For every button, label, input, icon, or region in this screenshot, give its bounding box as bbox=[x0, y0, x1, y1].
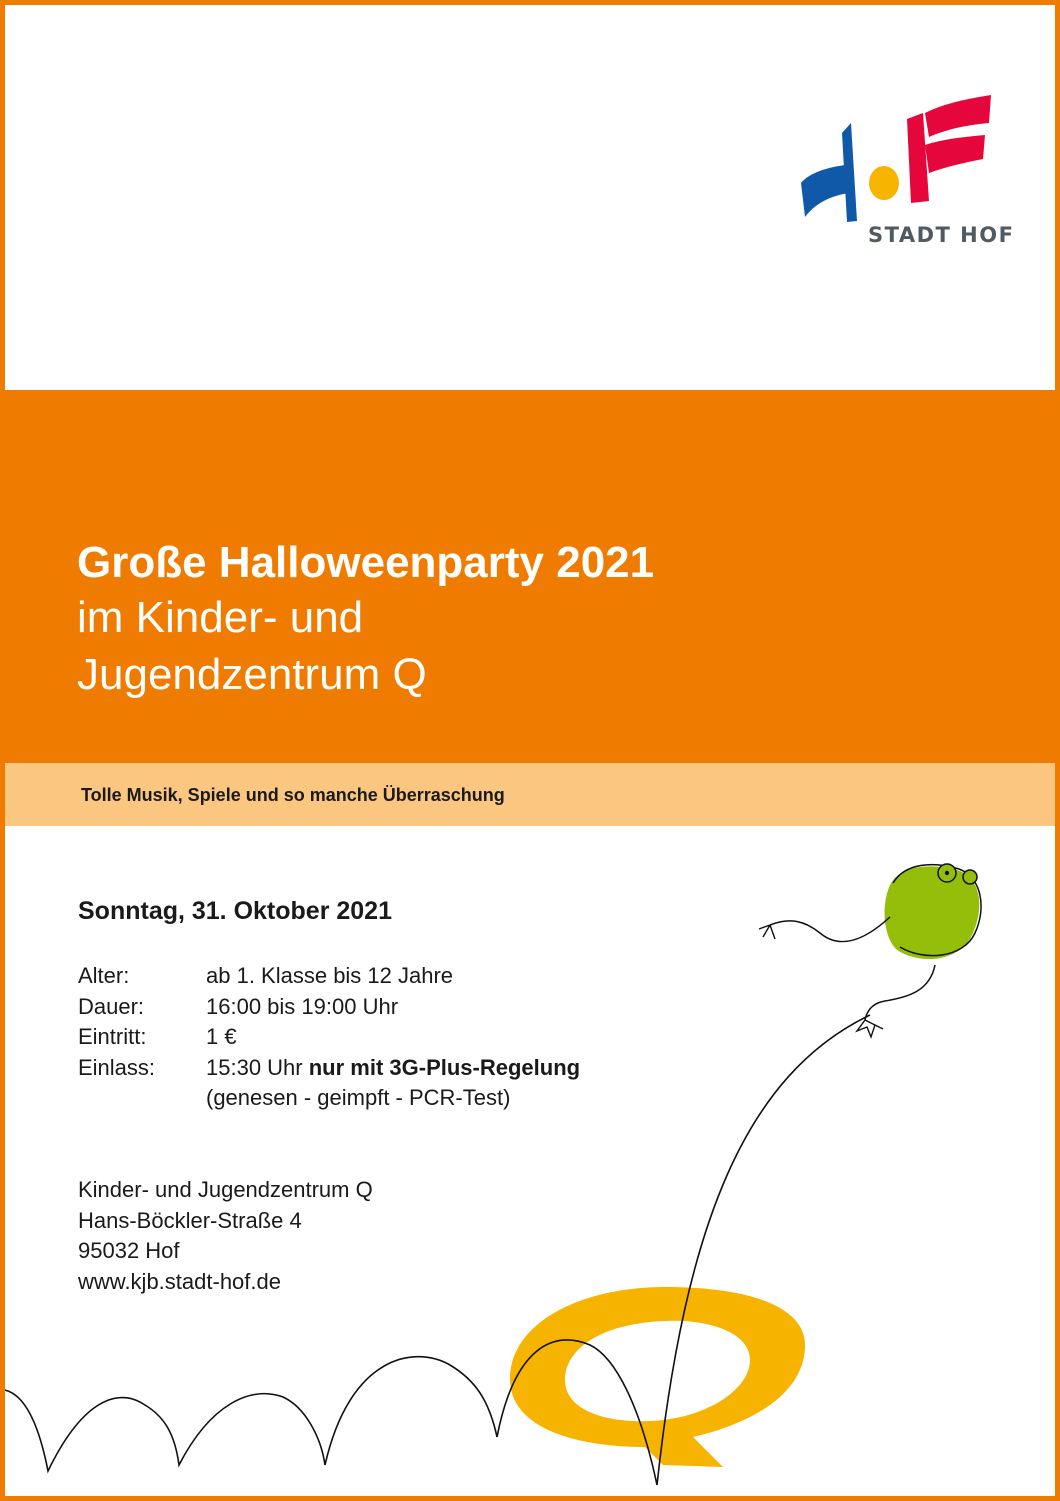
detail-value: 1 € bbox=[206, 1024, 237, 1049]
detail-label: Eintritt: bbox=[78, 1024, 147, 1049]
venue-street: Hans-Böckler-Straße 4 bbox=[78, 1207, 302, 1233]
detail-label: Einlass: bbox=[78, 1054, 156, 1080]
detail-value bbox=[206, 1055, 580, 1081]
title-banner bbox=[5, 390, 1055, 763]
q-letter-graphic bbox=[510, 1287, 805, 1467]
tagline-strip bbox=[5, 763, 1055, 826]
logo-text: STADT HOF bbox=[868, 223, 1015, 247]
detail-value: ab 1. Klasse bis 12 Jahre bbox=[206, 963, 454, 988]
detail-label: Alter: bbox=[78, 963, 130, 988]
detail-value: (genesen - geimpft - PCR-Test) bbox=[206, 1085, 511, 1110]
frog-jump-illustration bbox=[5, 825, 1055, 1501]
event-date: Sonntag, 31. Oktober 2021 bbox=[78, 897, 392, 925]
venue-website: www.kjb.stadt-hof.de bbox=[78, 1268, 281, 1294]
stadt-hof-logo-icon bbox=[795, 93, 995, 223]
frog-illustration bbox=[759, 864, 981, 1037]
detail-value: 16:00 bis 19:00 Uhr bbox=[206, 993, 399, 1019]
tagline: Tolle Musik, Spiele und so manche Überraschung bbox=[81, 785, 505, 805]
venue-city: 95032 Hof bbox=[78, 1238, 180, 1263]
event-subtitle-line1: im Kinder- und bbox=[77, 593, 364, 642]
admission-time: 15:30 Uhr bbox=[206, 1054, 309, 1080]
stadt-hof-logo bbox=[795, 93, 1015, 253]
venue-address bbox=[78, 1177, 373, 1299]
venue-name: Kinder- und Jugendzentrum Q bbox=[78, 1177, 373, 1202]
event-title: Große Halloweenparty 2021 bbox=[77, 538, 655, 587]
event-subtitle-line2: Jugendzentrum Q bbox=[77, 650, 427, 699]
detail-label: Dauer: bbox=[78, 993, 145, 1019]
admission-rule: nur mit 3G-Plus-Regelung bbox=[308, 1054, 581, 1080]
